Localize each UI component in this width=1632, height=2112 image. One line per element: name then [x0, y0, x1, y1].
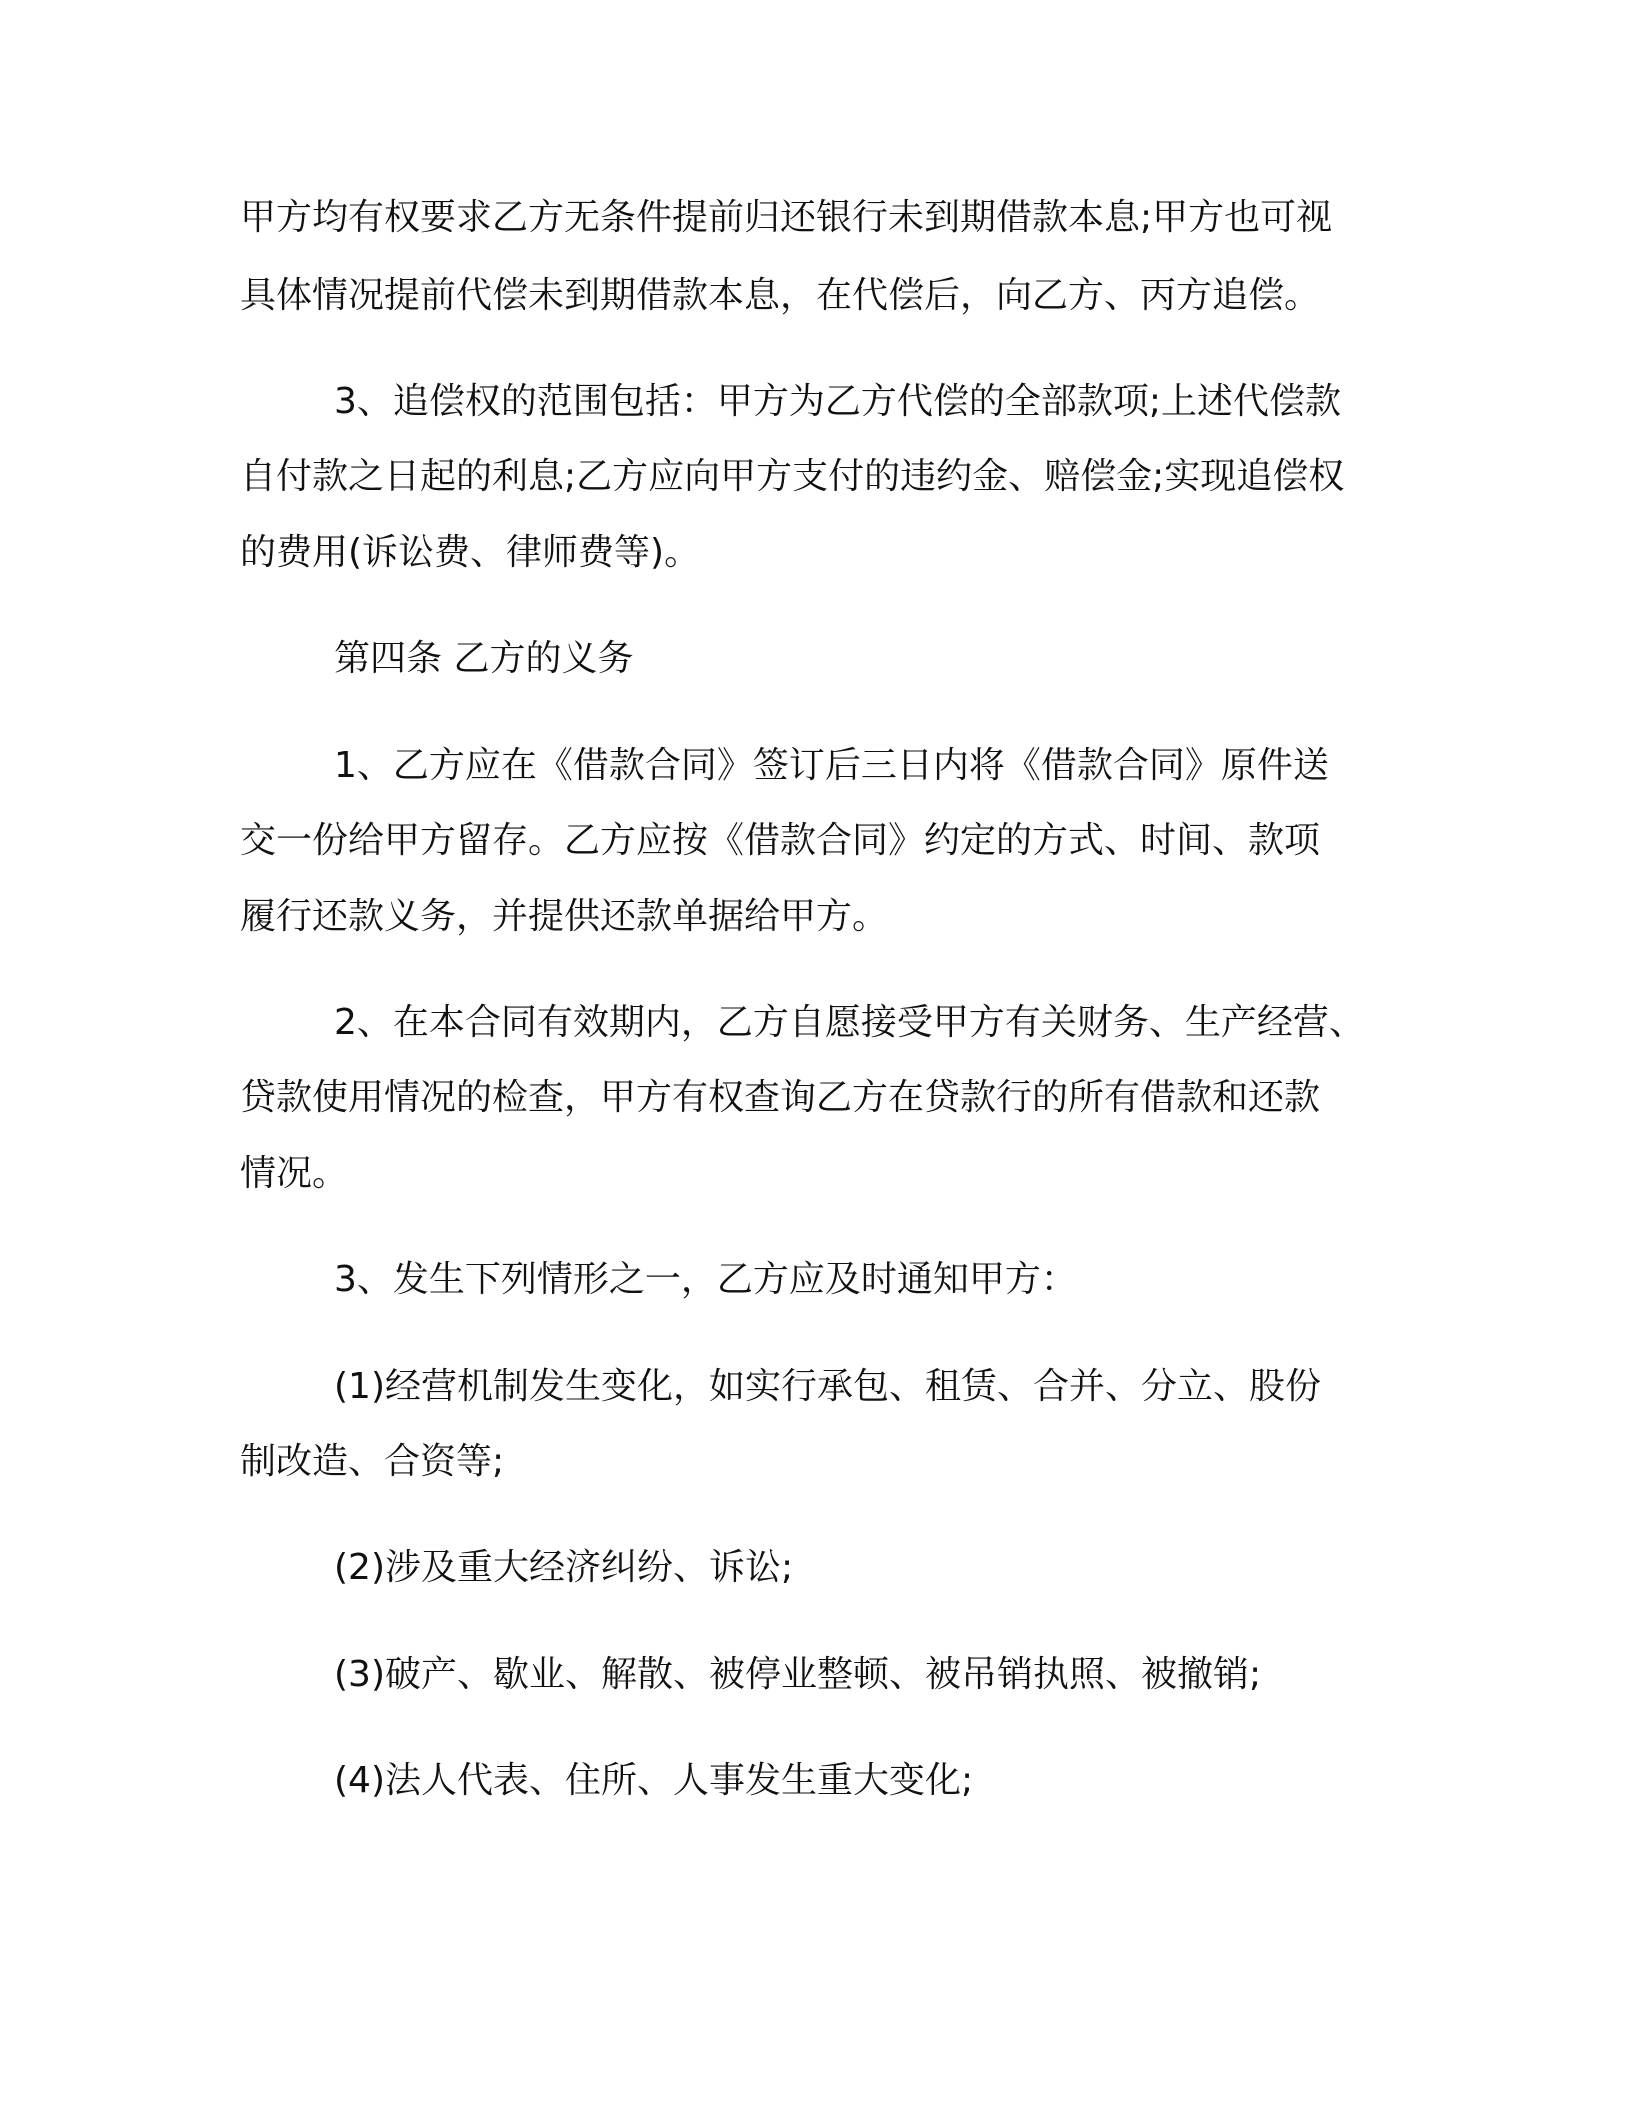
paragraph-line: 1、乙方应在《借款合同》签订后三日内将《借款合同》原件送 [334, 745, 1329, 786]
list-item-line: (1)经营机制发生变化，如实行承包、租赁、合并、分立、股份 [334, 1366, 1321, 1407]
paragraph-line: 交一份给甲方留存。乙方应按《借款合同》约定的方式、时间、款项 [240, 820, 1321, 861]
paragraph-line: 自付款之日起的利息;乙方应向甲方支付的违约金、赔偿金;实现追偿权 [240, 456, 1345, 497]
paragraph-line: 贷款使用情况的检查，甲方有权查询乙方在贷款行的所有借款和还款 [240, 1077, 1321, 1118]
list-item-line: (3)破产、歇业、解散、被停业整顿、被吊销执照、被撤销; [334, 1654, 1262, 1695]
list-item-line: 制改造、合资等; [240, 1441, 505, 1482]
paragraph-line: 3、追偿权的范围包括：甲方为乙方代偿的全部款项;上述代偿款 [334, 381, 1342, 422]
list-item-line: (2)涉及重大经济纠纷、诉讼; [334, 1547, 794, 1588]
paragraph-line: 的费用(诉讼费、律师费等)。 [240, 532, 701, 573]
paragraph-line: 3、发生下列情形之一，乙方应及时通知甲方： [334, 1259, 1077, 1300]
list-item-line: (4)法人代表、住所、人事发生重大变化; [334, 1760, 974, 1801]
paragraph-line: 情况。 [240, 1153, 349, 1194]
paragraph-line: 甲方均有权要求乙方无条件提前归还银行未到期借款本息;甲方也可视 [240, 197, 1333, 238]
section-heading: 第四条 乙方的义务 [334, 638, 634, 679]
paragraph-line: 履行还款义务，并提供还款单据给甲方。 [240, 896, 889, 937]
paragraph-line: 具体情况提前代偿未到期借款本息，在代偿后，向乙方、丙方追偿。 [240, 275, 1321, 316]
paragraph-line: 2、在本合同有效期内，乙方自愿接受甲方有关财务、生产经营、 [334, 1002, 1365, 1043]
